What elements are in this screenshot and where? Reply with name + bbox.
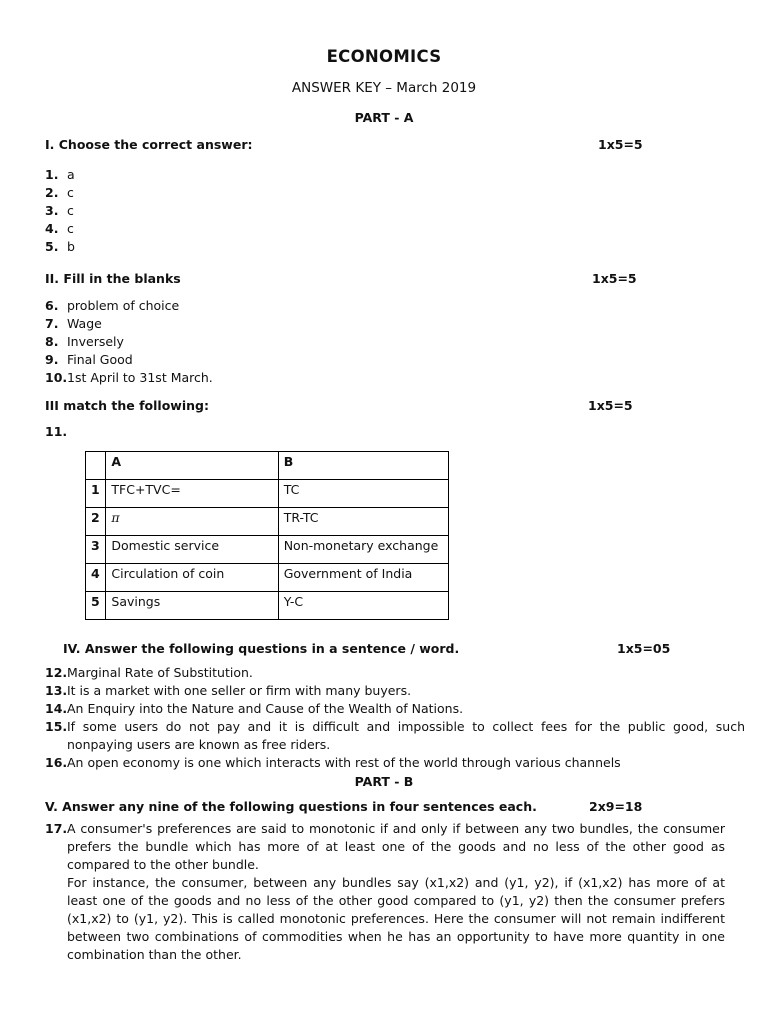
table-cell: TC (278, 480, 448, 508)
table-cell: TR-TC (278, 508, 448, 536)
section-3-marks: 1x5=5 (588, 398, 633, 413)
section-3-heading: III match the following: (45, 398, 209, 413)
table-cell: Circulation of coin (106, 564, 278, 592)
table-cell: 2 (86, 508, 106, 536)
list-item: 14.An Enquiry into the Nature and Cause of the Wealth of Nations. (45, 701, 464, 716)
question-11-number: 11. (45, 424, 68, 439)
table-row (86, 564, 449, 592)
section-2-heading: II. Fill in the blanks (45, 271, 181, 286)
section-1-marks: 1x5=5 (598, 137, 643, 152)
list-item: 15.If some users do not pay and it is difficult and impossible to collect fees for the public good, such nonpaying users are known as free riders. (45, 719, 745, 752)
list-item: 3. c (45, 203, 74, 218)
section-2-marks: 1x5=5 (592, 271, 637, 286)
table-cell: 5 (86, 592, 106, 620)
table-row (86, 592, 449, 620)
answer-paragraph: For instance, the consumer, between any bundles say (x1,x2) and (y1, y2), if (x1,x2) has more of at least one of the goods and no less of the other good compared to (y1, y2) then the consumer prefers (x1,x2) to (y1, y2). This is called monotonic preferences. Here the consumer will not remain indifferent between two combinations of commodities when he has an opportunity to have more quantity in one combination than the other. (67, 875, 725, 962)
list-item: 6. problem of choice (45, 298, 180, 313)
list-item: 1. a (45, 167, 75, 182)
table-row (86, 536, 449, 564)
list-item: 7. Wage (45, 316, 102, 331)
list-item: 4. c (45, 221, 74, 236)
list-item: 16.An open economy is one which interacts with rest of the world through various channels (45, 755, 621, 770)
table-cell: Non-monetary exchange (278, 536, 448, 564)
list-item: 12.Marginal Rate of Substitution. (45, 665, 253, 680)
table-cell: TFC+TVC= (106, 480, 278, 508)
list-item: 9. Final Good (45, 352, 133, 367)
table-header-row (86, 452, 449, 480)
match-table (85, 451, 449, 620)
list-item: 2. c (45, 185, 74, 200)
section-4-answers (45, 664, 745, 772)
section-1-list (45, 166, 75, 256)
document-subtitle: ANSWER KEY – March 2019 (291, 80, 477, 96)
section-2-list (45, 297, 213, 387)
table-cell: 4 (86, 564, 106, 592)
list-item: 5. b (45, 239, 75, 254)
list-item: 8. Inversely (45, 334, 124, 349)
table-cell: π (106, 508, 278, 536)
list-item: 10.1st April to 31st March. (45, 370, 213, 385)
table-row (86, 480, 449, 508)
section-1-heading: I. Choose the correct answer: (45, 137, 253, 152)
document-title: ECONOMICS (326, 47, 442, 66)
table-cell: 1 (86, 480, 106, 508)
table-cell: Y-C (278, 592, 448, 620)
table-cell: Domestic service (106, 536, 278, 564)
part-b-heading: PART - B (354, 774, 414, 789)
list-item: 13.It is a market with one seller or firm with many buyers. (45, 683, 412, 698)
table-cell: Savings (106, 592, 278, 620)
section-5-marks: 2x9=18 (589, 799, 643, 814)
table-cell: 3 (86, 536, 106, 564)
table-row (86, 508, 449, 536)
answer-paragraph: 17.A consumer's preferences are said to monotonic if and only if between any two bundles, the consumer prefers the bundle which has more of at least one of the goods and no less of the other good as compared to the other bundle. (45, 821, 725, 872)
question-17-answer (45, 820, 725, 964)
section-5-heading: V. Answer any nine of the following questions in four sentences each. (45, 799, 537, 814)
table-cell: Government of India (278, 564, 448, 592)
section-4-heading: IV. Answer the following questions in a sentence / word. (63, 641, 460, 656)
table-header-cell: A (106, 452, 278, 480)
part-a-heading: PART - A (354, 110, 414, 125)
section-4-marks: 1x5=05 (617, 641, 671, 656)
table-header-cell: B (278, 452, 448, 480)
table-header-cell (86, 452, 106, 480)
